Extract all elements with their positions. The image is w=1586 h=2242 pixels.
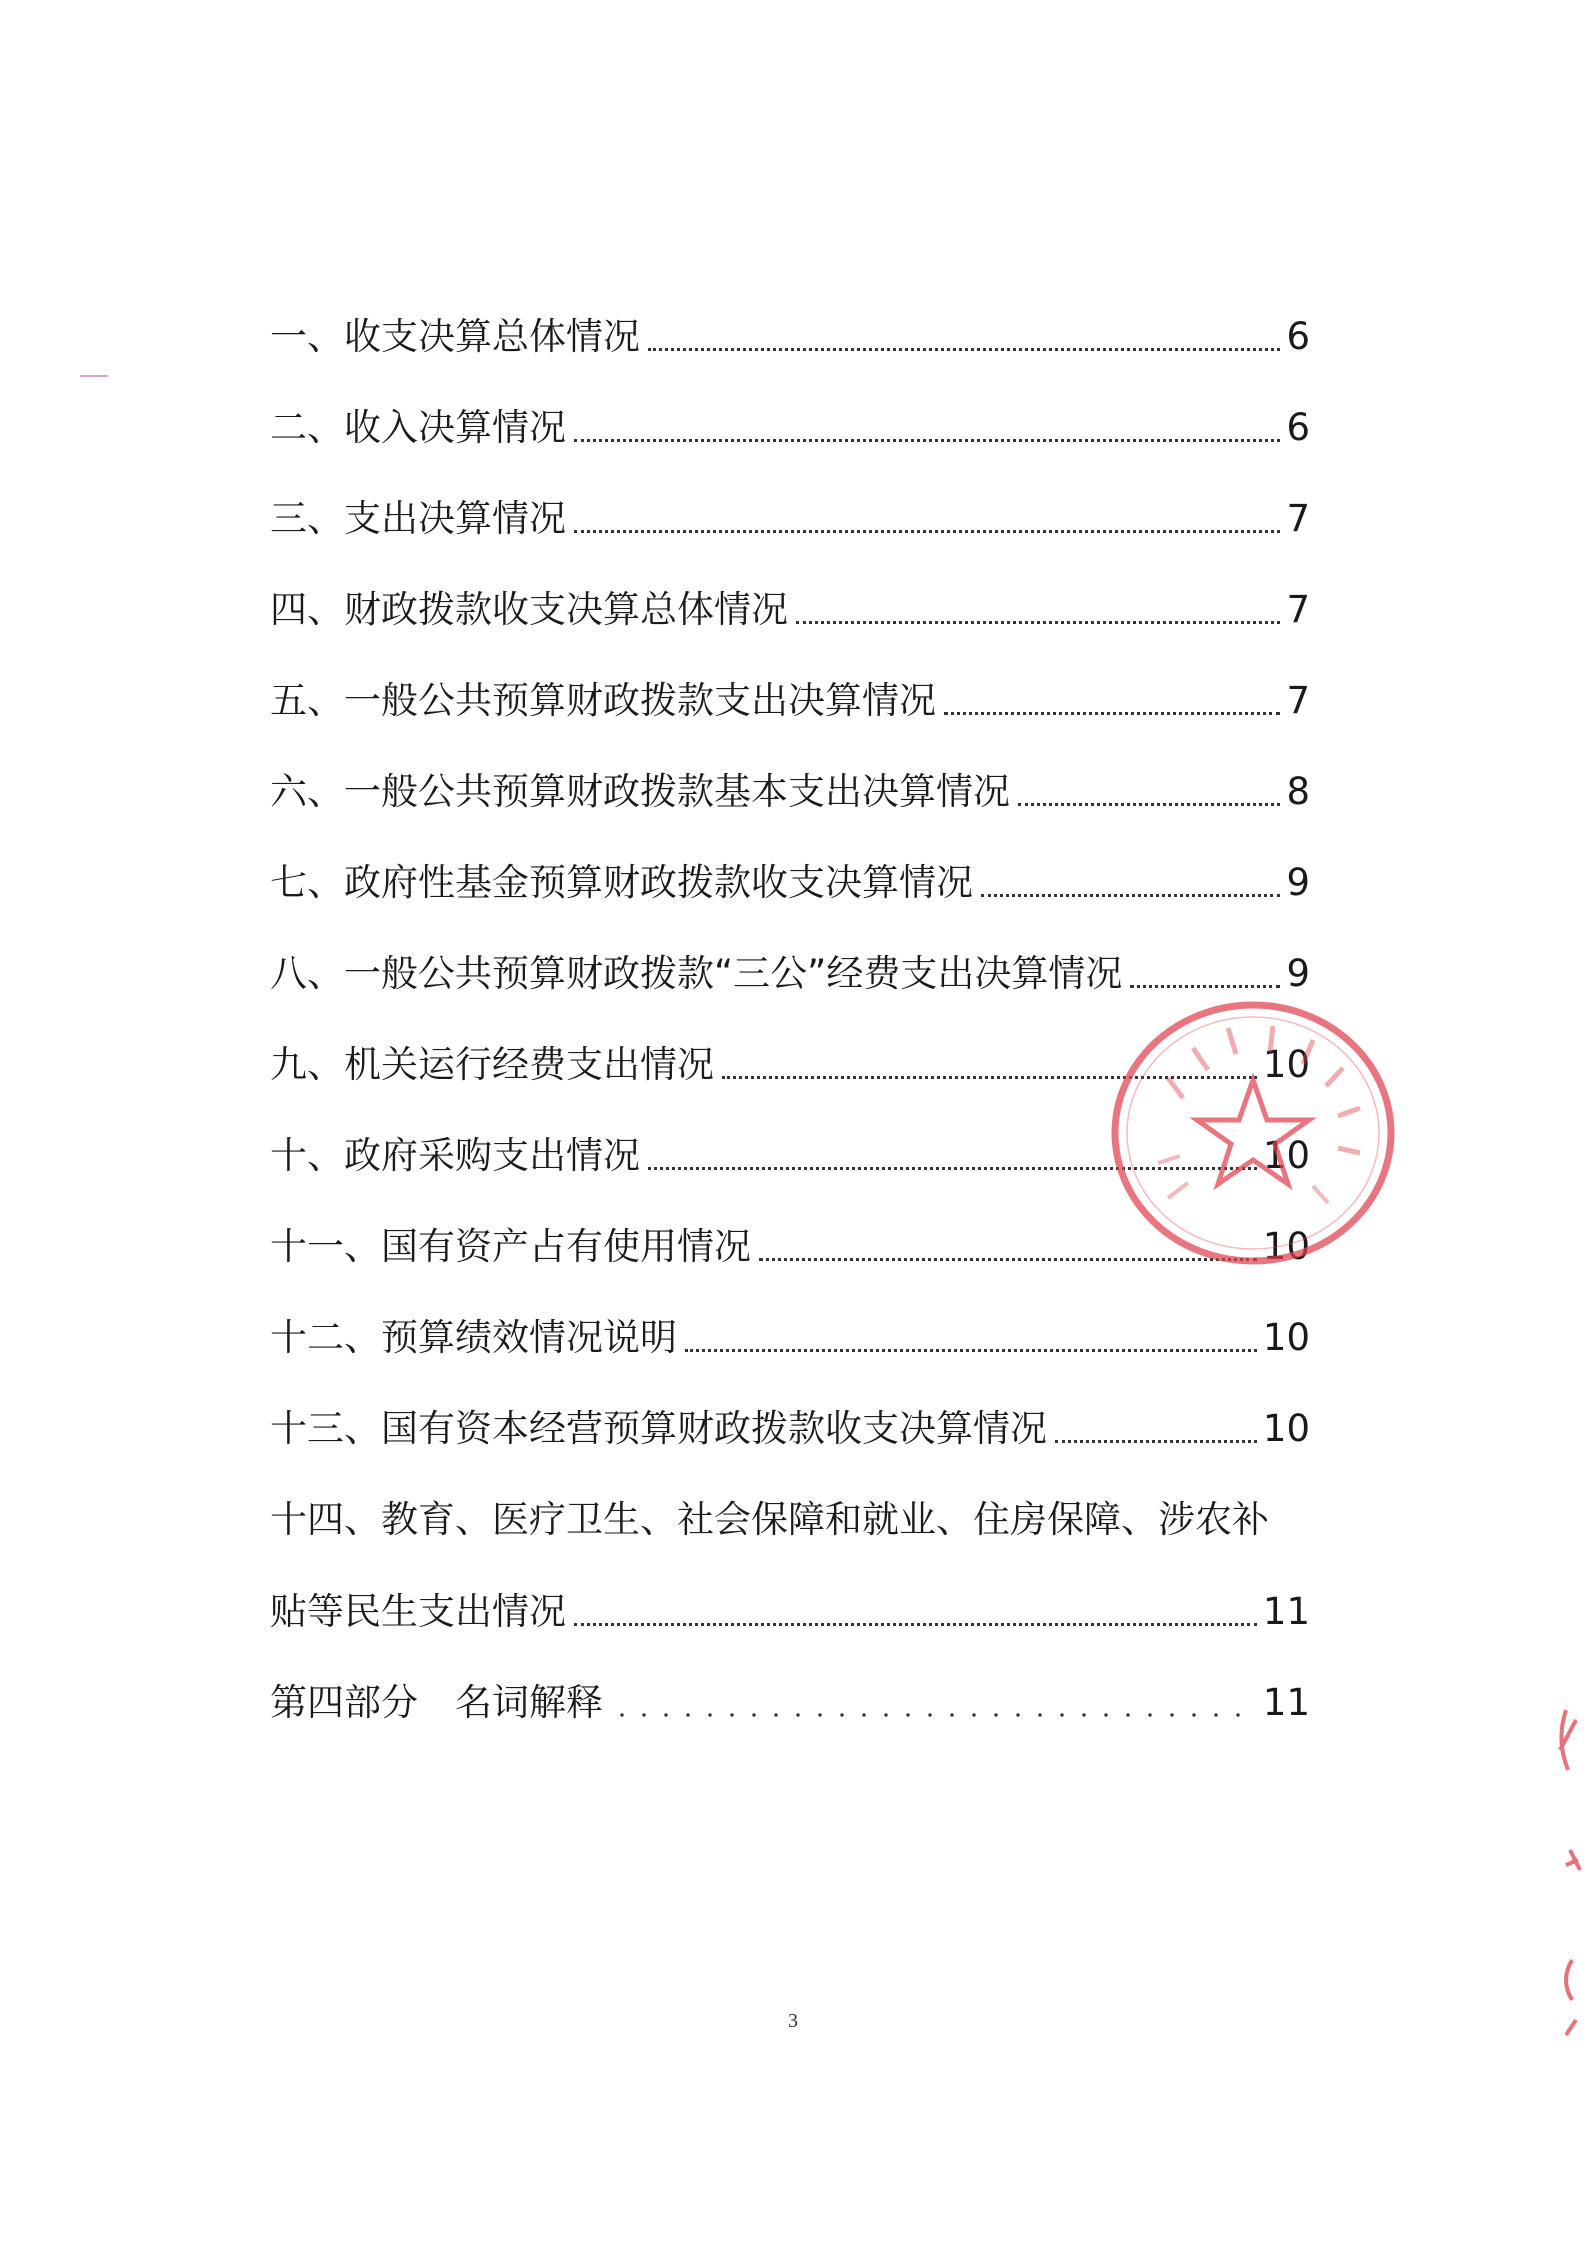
toc-entry-page: 10	[1262, 1134, 1310, 1177]
toc-leader-dots	[611, 1712, 1257, 1718]
edge-stamp-icon	[1546, 1700, 1586, 2040]
toc-entry-label: 十三、国有资本经营预算财政拨款收支决算情况	[270, 1407, 1047, 1450]
toc-entry-label: 十一、国有资产占有使用情况	[270, 1225, 751, 1268]
toc-entry-12[interactable]	[270, 1301, 1310, 1361]
toc-entry-11[interactable]	[270, 1210, 1310, 1270]
toc-entry-8[interactable]	[270, 937, 1310, 997]
toc-entry-page: 7	[1286, 679, 1310, 722]
toc-entry-page: 9	[1286, 861, 1310, 904]
toc-entry-label: 七、政府性基金预算财政拨款收支决算情况	[270, 861, 973, 904]
toc-entry-label: 一、收支决算总体情况	[270, 315, 640, 358]
toc-entry-label: 四、财政拨款收支决算总体情况	[270, 588, 788, 631]
margin-mark	[80, 375, 108, 377]
toc-leader-dots	[796, 621, 1280, 624]
toc-entry-label-line1: 十四、教育、医疗卫生、社会保障和就业、住房保障、涉农补	[270, 1498, 1269, 1541]
toc-entry-page: 7	[1286, 497, 1310, 540]
toc-entry-3[interactable]	[270, 482, 1310, 542]
toc-leader-dots	[1130, 985, 1280, 988]
toc-entry-2[interactable]	[270, 391, 1310, 451]
toc-entry-6[interactable]	[270, 755, 1310, 815]
toc-part-label: 第四部分 名词解释	[270, 1681, 603, 1724]
toc-entry-label: 六、一般公共预算财政拨款基本支出决算情况	[270, 770, 1010, 813]
page-number: 3	[788, 2010, 798, 2032]
toc-entry-14[interactable]	[270, 1483, 1310, 1635]
toc-leader-dots	[648, 348, 1280, 351]
toc-entry-1[interactable]	[270, 300, 1310, 360]
toc-entry-page: 6	[1286, 315, 1310, 358]
toc-entry-10[interactable]	[270, 1119, 1310, 1179]
toc-entry-7[interactable]	[270, 846, 1310, 906]
toc-leader-dots	[981, 894, 1280, 897]
toc-leader-dots	[574, 439, 1280, 442]
toc-leader-dots	[1018, 803, 1280, 806]
toc-leader-dots	[574, 1623, 1257, 1626]
toc-leader-dots	[1055, 1440, 1257, 1443]
toc-entry-label-line2: 贴等民生支出情况	[270, 1590, 566, 1633]
toc-entry-4[interactable]	[270, 573, 1310, 633]
toc-entry-5[interactable]	[270, 664, 1310, 724]
toc-entry-page: 8	[1286, 770, 1310, 813]
toc-leader-dots	[759, 1258, 1257, 1261]
toc-leader-dots	[685, 1349, 1257, 1352]
toc-leader-dots	[944, 712, 1280, 715]
toc-entry-page: 10	[1262, 1043, 1310, 1086]
toc-entry-page: 10	[1262, 1316, 1310, 1359]
toc-entry-label: 二、收入决算情况	[270, 406, 566, 449]
toc-entry-page: 9	[1286, 952, 1310, 995]
toc-entry-label: 九、机关运行经费支出情况	[270, 1043, 714, 1086]
toc-leader-dots	[722, 1076, 1257, 1079]
toc-entry-label: 十二、预算绩效情况说明	[270, 1316, 677, 1359]
toc-entry-page: 11	[1262, 1590, 1310, 1633]
toc-entry-page: 6	[1286, 406, 1310, 449]
toc-entry-page: 10	[1262, 1225, 1310, 1268]
toc-part-page: 11	[1262, 1681, 1310, 1724]
toc-entry-label: 五、一般公共预算财政拨款支出决算情况	[270, 679, 936, 722]
toc-entry-label: 十、政府采购支出情况	[270, 1134, 640, 1177]
toc-entry-13[interactable]	[270, 1392, 1310, 1452]
toc-leader-dots	[574, 530, 1280, 533]
toc-entry-label: 八、一般公共预算财政拨款“三公”经费支出决算情况	[270, 952, 1123, 995]
toc-part-entry[interactable]	[270, 1666, 1310, 1726]
toc-leader-dots	[648, 1167, 1257, 1170]
toc-entry-label: 三、支出决算情况	[270, 497, 566, 540]
toc-entry-9[interactable]	[270, 1028, 1310, 1088]
toc-entry-page: 7	[1286, 588, 1310, 631]
toc-entry-page: 10	[1262, 1407, 1310, 1450]
